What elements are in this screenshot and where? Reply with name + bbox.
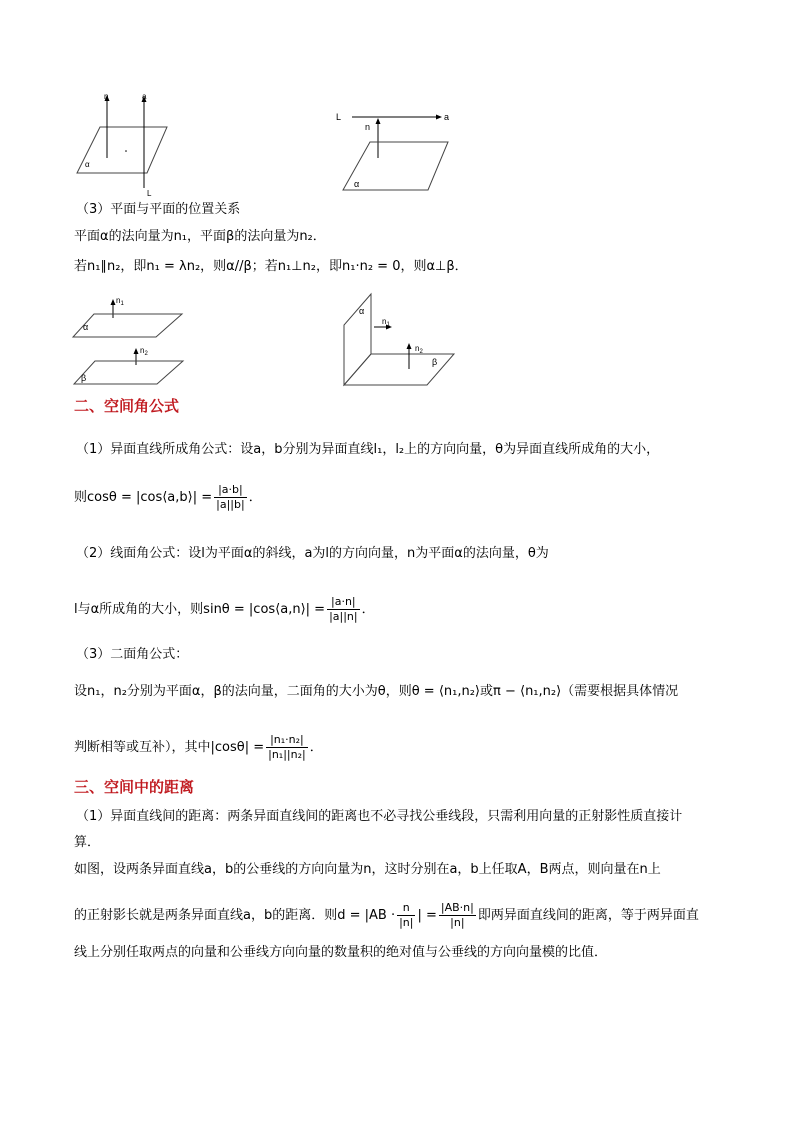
distance-fraction-2-numerator: |AB·n|: [440, 901, 474, 914]
arrowhead-n2: [134, 348, 139, 354]
section-2-heading: 二、空间角公式: [74, 397, 180, 415]
label-n1: $n_1$: [116, 296, 124, 307]
formula3-fraction: [266, 733, 308, 762]
formula2-numerator: |a·n|: [327, 595, 360, 610]
distance-suffix: 即两异面直线间的距离，等于两异面直: [477, 908, 699, 923]
sec1-part3-line2: 若n₁∥n₂，即n₁ = λn₂，则α//β；若n₁⊥n₂，即n₁·n₂ = 0，则α⊥β．: [74, 259, 468, 274]
label-n1: $n_1$: [382, 317, 390, 328]
plane-beta: [74, 361, 183, 384]
label-n2: $n_2$: [415, 344, 423, 355]
sec3-p1b: 算．: [74, 835, 101, 850]
label-beta: β: [432, 357, 438, 367]
sec2-p2: （2）线面角公式：设l为平面α的斜线，a为l的方向向量，n为平面α的法向量，θ为: [76, 546, 549, 561]
arrowhead-n2: [407, 343, 412, 349]
sec2-formula1: [74, 483, 262, 512]
sec1-part3-line1: 平面α的法向量为n₁，平面β的法向量为n₂．: [74, 229, 326, 244]
formula1-end: ．: [248, 490, 262, 505]
sec3-p2a: 如图，设两条异面直线a，b的公垂线的方向向量为n，这时分别在a，b上任取A，B两点，则向量在n上: [74, 862, 661, 877]
label-n: n: [104, 92, 109, 101]
label-alpha: α: [85, 160, 90, 169]
label-alpha: α: [83, 322, 89, 332]
distance-mid: | =: [417, 908, 437, 923]
formula3-prefix: 判断相等或互补），其中|cosθ| =: [74, 740, 265, 755]
formula3-numerator: |n₁·n₂|: [266, 733, 308, 748]
formula1-denominator: |a||b|: [216, 498, 245, 511]
formula3-end: ．: [309, 740, 323, 755]
plane-alpha: [344, 294, 371, 385]
distance-fraction-1-denominator: |n|: [399, 916, 414, 929]
figure-parallel-planes: [70, 290, 190, 386]
label-a: a: [142, 92, 147, 101]
label-alpha: α: [359, 306, 365, 316]
distance-fraction-1: [397, 901, 415, 930]
label-alpha: α: [354, 179, 360, 189]
label-L: L: [147, 189, 152, 198]
sec2-formula3: [74, 733, 323, 762]
label-L: L: [336, 112, 342, 122]
figure-perpendicular-planes: [338, 292, 463, 388]
distance-fraction-2: [439, 901, 476, 930]
plane-alpha: [77, 127, 167, 173]
plane-beta: [344, 354, 454, 385]
sec2-p3: （3）二面角公式：: [76, 647, 189, 662]
distance-prefix: 的正射影长就是两条异面直线a，b的距离．则d = |AB ·: [74, 908, 396, 923]
formula3-denominator: |n₁||n₂|: [268, 748, 306, 761]
label-n: n: [365, 122, 371, 132]
section-3-heading: 三、空间中的距离: [74, 778, 195, 796]
sec3-p1a: （1）异面直线间的距离：两条异面直线间的距离也不必寻找公垂线段，只需利用向量的正射影性质直接计: [76, 809, 683, 824]
sec1-part3-title: （3）平面与平面的位置关系: [76, 202, 241, 217]
distance-fraction-1-numerator: n: [397, 901, 415, 916]
sec3-p2b: [74, 901, 699, 930]
sec3-p3: 线上分别任取两点的向量和公垂线方向向量的数量积的绝对值与公垂线的方向向量模的比值．: [74, 945, 608, 960]
figure-line-plane-perpendicular: [70, 88, 180, 200]
formula1-fraction: [214, 483, 247, 512]
arrowhead-n1: [111, 299, 116, 305]
formula1-numerator: |a·b|: [214, 483, 247, 498]
arrowhead-a: [436, 115, 442, 120]
sec2-p1: （1）异面直线所成角公式：设a，b分别为异面直线l₁，l₂上的方向向量，θ为异面直线所成角的大小，: [76, 442, 660, 457]
label-n2: $n_2$: [140, 346, 148, 357]
sec2-formula2: [74, 595, 375, 624]
label-a: a: [444, 112, 450, 122]
distance-fraction-2-denominator: |n|: [450, 916, 465, 929]
formula2-end: ．: [361, 602, 375, 617]
formula2-prefix: l与α所成角的大小，则sinθ = |cos⟨a,n⟩| =: [74, 602, 326, 617]
sec2-p3a: 设n₁，n₂分别为平面α，β的法向量，二面角的大小为θ，则θ = ⟨n₁,n₂⟩或π − ⟨n₁,n₂⟩（需要根据具体情况: [74, 684, 679, 699]
arrowhead-n: [376, 118, 381, 124]
figure-line-plane-parallel: [330, 108, 460, 194]
plane-alpha: [73, 314, 182, 337]
formula2-fraction: [327, 595, 360, 624]
formula1-prefix: 则cosθ = |cos⟨a,b⟩| =: [74, 490, 213, 505]
label-beta: β: [81, 373, 87, 383]
foot-point: [125, 150, 127, 152]
formula2-denominator: |a||n|: [329, 610, 358, 623]
